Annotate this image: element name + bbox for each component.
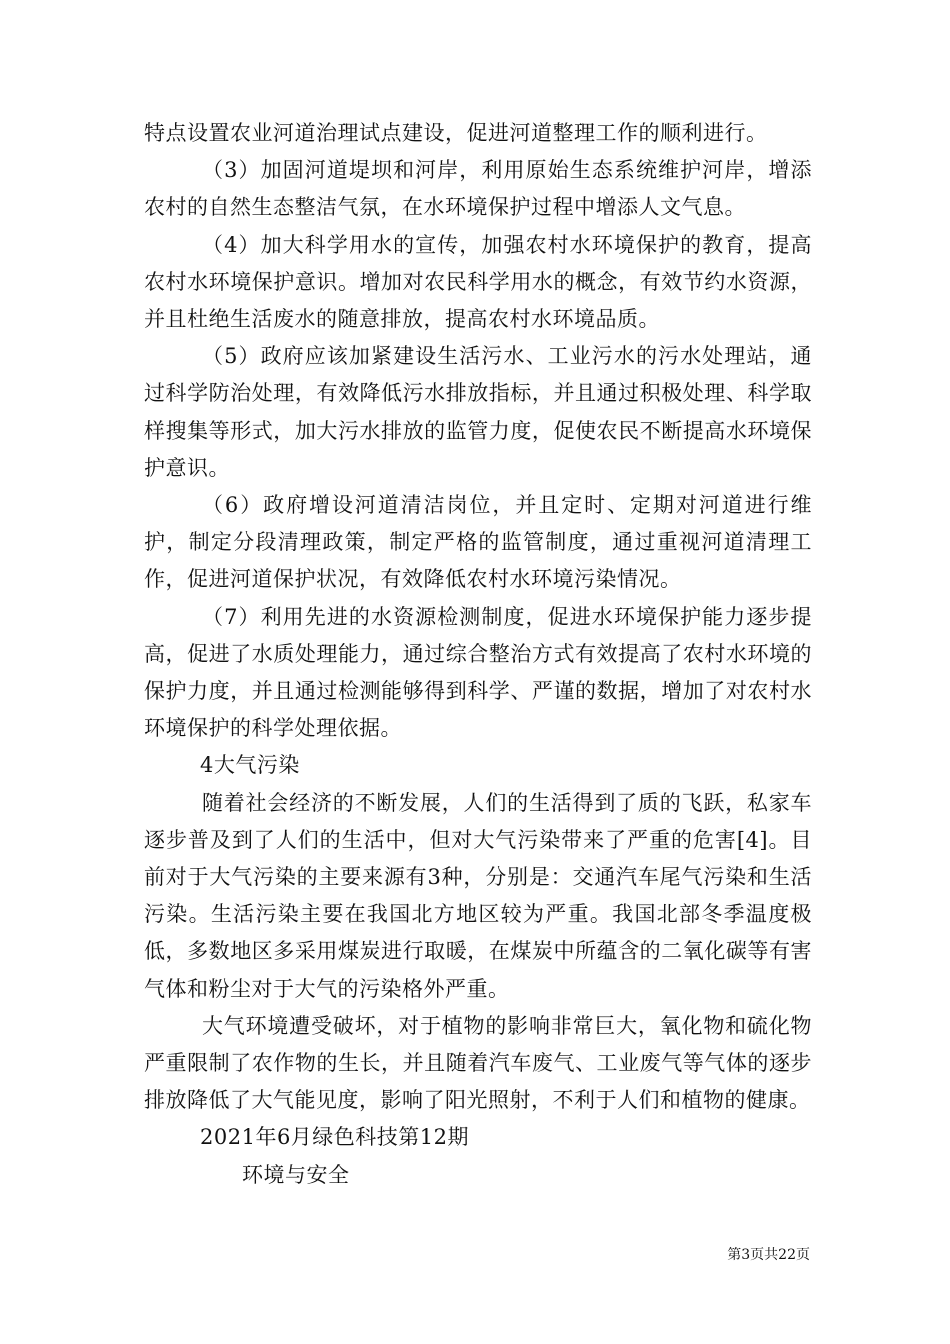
journal-issue-line: 2021年6月绿色科技第12期 [200, 1125, 470, 1150]
paragraph-item-7: （7）利用先进的水资源检测制度，促进水环境保护能力逐步提高，促进了水质处理能力，通过综合整治方式有效提高了农村水环境的保护力度，并且通过检测能够得到科学、严谨的数据，增加了对农村水环境保护的科学处理依据。 [144, 604, 812, 741]
page-number: 第3页共22页 [727, 1247, 810, 1263]
paragraph-item-3: （3）加固河道堤坝和河岸，利用原始生态系统维护河岸，增添农村的自然生态整洁气氛，在水环境保护过程中增添人文气息。 [144, 158, 812, 220]
paragraph-air-pollution-sources: 随着社会经济的不断发展，人们的生活得到了质的飞跃，私家车逐步普及到了人们的生活中，但对大气污染带来了严重的危害[4]。目前对于大气污染的主要来源有3种，分别是：交通汽车尾气污染和生活污染。生活污染主要在我国北方地区较为严重。我国北部冬季温度极低，多数地区多采用煤炭进行取暖，在煤炭中所蕴含的二氧化碳等有害气体和粉尘对于大气的污染格外严重。 [144, 790, 812, 1001]
paragraph-item-4: （4）加大科学用水的宣传，加强农村水环境保护的教育，提高农村水环境保护意识。增加对农民科学用水的概念，有效节约水资源，并且杜绝生活废水的随意排放，提高农村水环境品质。 [144, 232, 812, 332]
paragraph-continuation: 特点设置农业河道治理试点建设，促进河道整理工作的顺利进行。 [144, 121, 768, 145]
paragraph-item-6: （6）政府增设河道清洁岗位，并且定时、定期对河道进行维护，制定分段清理政策，制定严格的监管制度，通过重视河道清理工作，促进河道保护状况，有效降低农村水环境污染情况。 [144, 493, 812, 592]
journal-section-line: 环境与安全 [242, 1162, 350, 1187]
paragraph-air-pollution-effects: 大气环境遭受破坏，对于植物的影响非常巨大，氧化物和硫化物严重限制了农作物的生长，并且随着汽车废气、工业废气等气体的逐步排放降低了大气能见度，影响了阳光照射，不利于人们和植物的健康。 [144, 1013, 812, 1113]
document-body [144, 115, 812, 1194]
section-heading: 4大气污染 [200, 753, 300, 778]
paragraph-item-5: （5）政府应该加紧建设生活污水、工业污水的污水处理站，通过科学防治处理，有效降低污水排放指标，并且通过积极处理、科学取样搜集等形式，加大污水排放的监管力度，促使农民不断提高水环境保护意识。 [144, 344, 812, 480]
